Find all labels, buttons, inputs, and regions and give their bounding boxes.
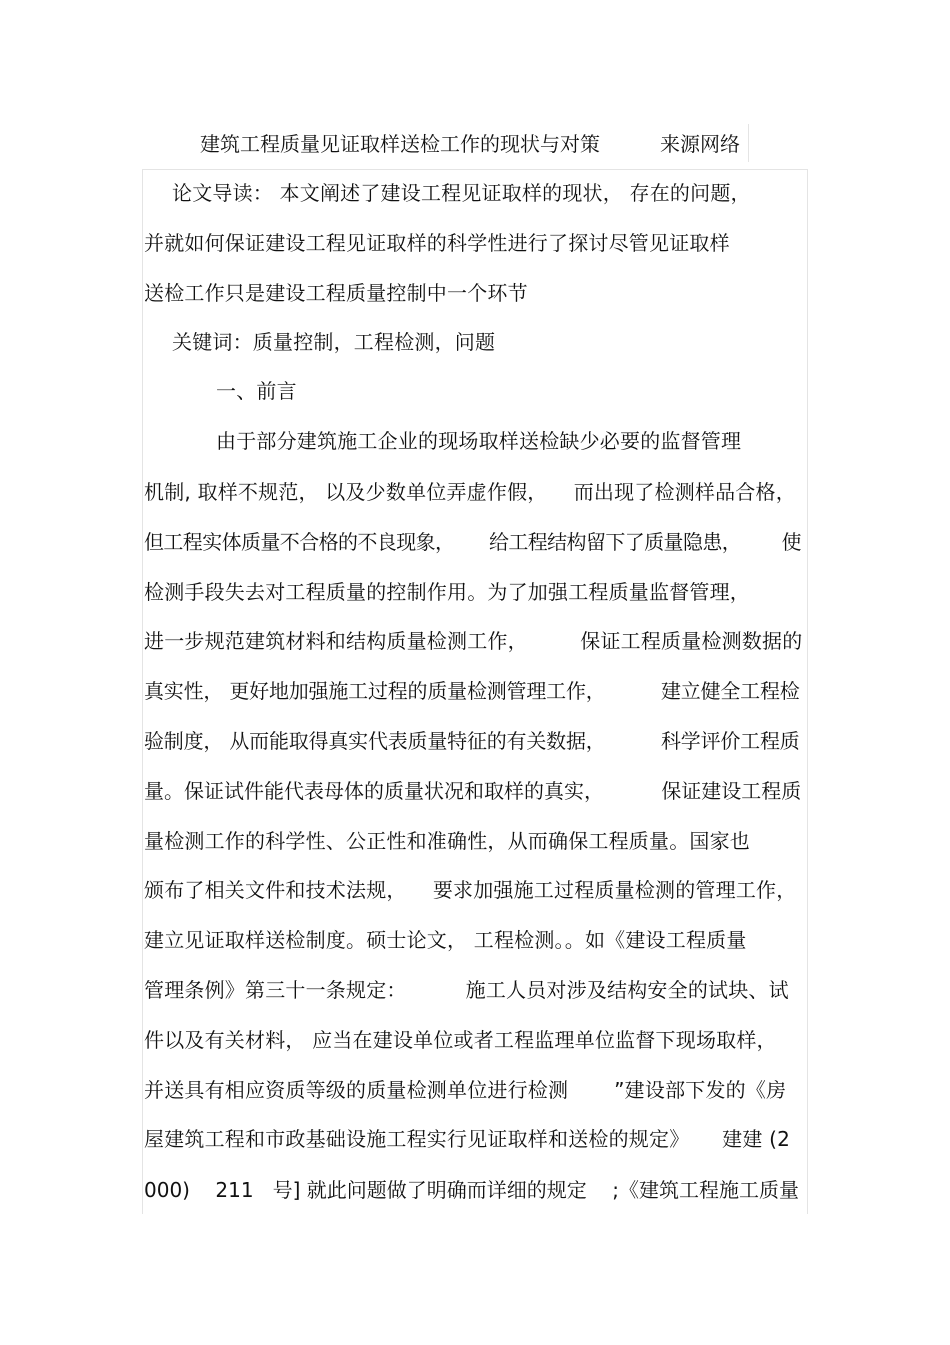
body-line: 机制, 取样不规范， 以及少数单位弄虚作假， 而出现了检测样品合格， <box>144 480 796 504</box>
body-line: 由于部分建筑施工企业的现场取样送检缺少必要的监督管理 <box>216 429 742 453</box>
body-line: 管理条例》第三十一条规定： 施工人员对涉及结构安全的试块、试 <box>144 978 789 1002</box>
source-label: 来源网络 <box>660 132 740 156</box>
keywords-line: 关键词：质量控制，工程检测，问题 <box>172 330 496 354</box>
frame-top-border <box>142 169 808 170</box>
body-line: 但工程实体质量不合格的不良现象， 给工程结构留下了质量隐患， 使 <box>144 530 801 554</box>
body-line: 颁布了相关文件和技术法规， 要求加强施工过程质量检测的管理工作， <box>144 878 797 902</box>
frame-left-border <box>142 169 143 1214</box>
body-line: 量。保证试件能代表母体的质量状况和取样的真实， 保证建设工程质 <box>144 779 802 803</box>
body-line: 检测手段失去对工程质量的控制作用。为了加强工程质量监督管理， <box>144 580 750 604</box>
frame-right-border <box>807 169 808 1214</box>
abstract-line: 并就如何保证建设工程见证取样的科学性进行了探讨尽管见证取样 <box>144 231 730 255</box>
abstract-line: 论文导读： 本文阐述了建设工程见证取样的现状， 存在的问题， <box>172 181 751 205</box>
body-line: 件以及有关材料， 应当在建设单位或者工程监理单位监督下现场取样， <box>144 1028 777 1052</box>
body-line: 建立见证取样送检制度。硕士论文， 工程检测。。如《建设工程质量 <box>144 928 747 952</box>
body-line: 进一步规范建筑材料和结构质量检测工作， 保证工程质量检测数据的 <box>144 629 803 653</box>
body-line: 量检测工作的科学性、公正性和准确性，从而确保工程质量。国家也 <box>144 829 750 853</box>
body-line: 并送具有相应资质等级的质量检测单位进行检测 ”建设部下发的《房 <box>144 1078 787 1102</box>
abstract-line: 送检工作只是建设工程质量控制中一个环节 <box>144 281 528 305</box>
body-line: 真实性， 更好地加强施工过程的质量检测管理工作， 建立健全工程检 <box>144 679 800 703</box>
document-title: 建筑工程质量见证取样送检工作的现状与对策 <box>200 132 600 156</box>
body-line: 屋建筑工程和市政基础设施工程实行见证取样和送检的规定》 建建 (2 <box>144 1127 791 1151</box>
body-line: 000) 211 号] 就此问题做了明确而详细的规定 ;《建筑工程施工质量 <box>144 1178 799 1202</box>
body-line: 验制度， 从而能取得真实代表质量特征的有关数据， 科学评价工程质 <box>144 729 800 753</box>
section-heading: 一、前言 <box>216 379 297 403</box>
title-row <box>200 127 760 161</box>
